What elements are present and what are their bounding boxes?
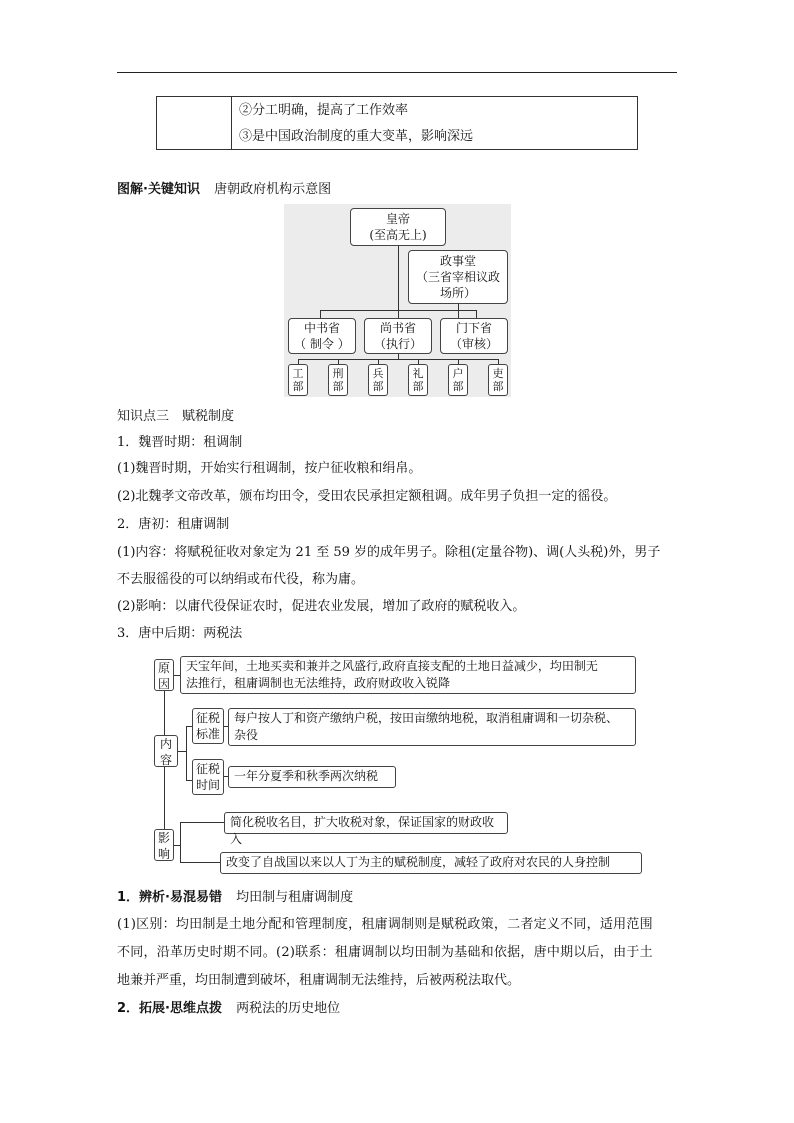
zhongshu-box	[288, 318, 356, 354]
item2-title: 2．唐初：租庸调制	[117, 517, 230, 532]
item1-paragraph-1: (1)魏晋时期，开始实行租调制，按户征收粮和绢帛。	[117, 461, 422, 476]
item3-title: 3．唐中后期：两税法	[117, 626, 243, 641]
tang-government-chart	[284, 204, 511, 397]
connector	[186, 726, 187, 780]
table-row-2: ②分工明确，提高了工作效率	[239, 103, 409, 118]
effect-text-2: 改变了自战国以来以人丁为主的赋税制度，减轻了政府对农民的人身控制	[220, 852, 642, 874]
item2-paragraph-1a: (1)内容：将赋税征收对象定为 21 至 59 岁的成年男子。除租(定量谷物)、调(人头税)外，男子	[117, 545, 661, 560]
dept-role: （执行）	[373, 337, 422, 351]
section-title: 知识点三 赋税制度	[117, 409, 235, 424]
extension-heading	[117, 997, 340, 1016]
analysis-paragraph-3: 地兼并严重，均田制遭到破坏，租庸调制无法维持，后被两税法取代。	[117, 973, 521, 988]
analysis-paragraph-1: (1)区别：均田制是土地分配和管理制度，租庸调制则是赋税政策，二者定义不同，适用范围	[117, 917, 653, 932]
council-note-2: 场所）	[439, 286, 476, 300]
connector	[180, 822, 224, 823]
item2-paragraph-2: (2)影响：以庸代役保证农时，促进农业发展，增加了政府的赋税收入。	[117, 599, 526, 614]
connector	[398, 246, 399, 320]
time-label: 征税 时间	[192, 759, 224, 795]
dept-name: 中书省	[303, 321, 340, 335]
ministry-works: 工 部	[288, 364, 308, 396]
shangshu-box	[364, 318, 432, 354]
item1-title: 1．魏晋时期：租调制	[117, 435, 243, 450]
ministry-war: 兵 部	[368, 364, 388, 396]
emperor-box	[350, 208, 446, 246]
analysis-paragraph-2: 不同，沿革历史时期不同。(2)联系：租庸调制以均田制为基础和依据，唐中期以后，由于土	[117, 945, 653, 960]
connector	[298, 359, 498, 360]
table-column-divider	[231, 97, 232, 149]
two-tax-law-diagram	[154, 656, 644, 878]
council-label: 政事堂	[439, 254, 476, 268]
diagram-title: 唐朝政府机构示意图	[214, 182, 332, 197]
ministry-revenue: 户 部	[448, 364, 468, 396]
extension-label: 2．拓展·思维点拨	[117, 1001, 222, 1016]
content-label: 内 容	[154, 735, 178, 767]
standard-text: 每户按人丁和资产缴纳户税，按田亩缴纳地税，取消租庸调和一切杂税、 杂役	[228, 708, 636, 746]
council-note-1: （三省宰相议政	[415, 270, 500, 284]
dept-role: （审核）	[449, 337, 498, 351]
ministry-personnel: 吏 部	[488, 364, 508, 396]
effect-text-1: 简化税收名目，扩大收税对象，保证国家的财政收入	[224, 812, 508, 834]
council-box	[408, 250, 508, 304]
dept-name: 尚书省	[379, 321, 416, 335]
emperor-note: (至高无上)	[369, 228, 427, 242]
ministry-rites: 礼 部	[408, 364, 428, 396]
analysis-heading	[117, 886, 353, 905]
header-rule	[117, 72, 677, 73]
extension-title: 两税法的历史地位	[236, 1001, 341, 1016]
cause-label: 原 因	[154, 659, 174, 691]
effect-label: 影 响	[154, 829, 174, 861]
item1-paragraph-2: (2)北魏孝文帝改革，颁布均田令，受田农民承担定额租调。成年男子负担一定的徭役。	[117, 489, 617, 504]
menxia-box	[440, 318, 508, 354]
cause-text: 天宝年间，土地买卖和兼并之风盛行,政府直接支配的土地日益减少，均田制无 法推行，租庸调制也无法维持，政府财政收入锐降	[180, 656, 636, 694]
diagram-label: 图解·关键知识	[117, 182, 200, 197]
time-text: 一年分夏季和秋季两次纳税	[228, 766, 396, 788]
dept-role: （ 制令 ）	[294, 337, 350, 351]
analysis-label: 1．辨析·易混易错	[117, 890, 222, 905]
emperor-label: 皇帝	[385, 212, 410, 226]
dept-name: 门下省	[455, 321, 492, 335]
ministry-justice: 刑 部	[328, 364, 348, 396]
table-row-3: ③是中国政治制度的重大变革，影响深远	[239, 129, 474, 144]
analysis-title: 均田制与租庸调制度	[236, 890, 354, 905]
connector	[180, 862, 220, 863]
connector	[180, 822, 181, 862]
diagram-heading	[117, 178, 331, 197]
item2-paragraph-1b: 不去服徭役的可以纳绢或布代役，称为庸。	[117, 572, 365, 587]
connector	[178, 751, 186, 752]
summary-table	[156, 96, 638, 150]
standard-label: 征税 标准	[192, 708, 224, 744]
